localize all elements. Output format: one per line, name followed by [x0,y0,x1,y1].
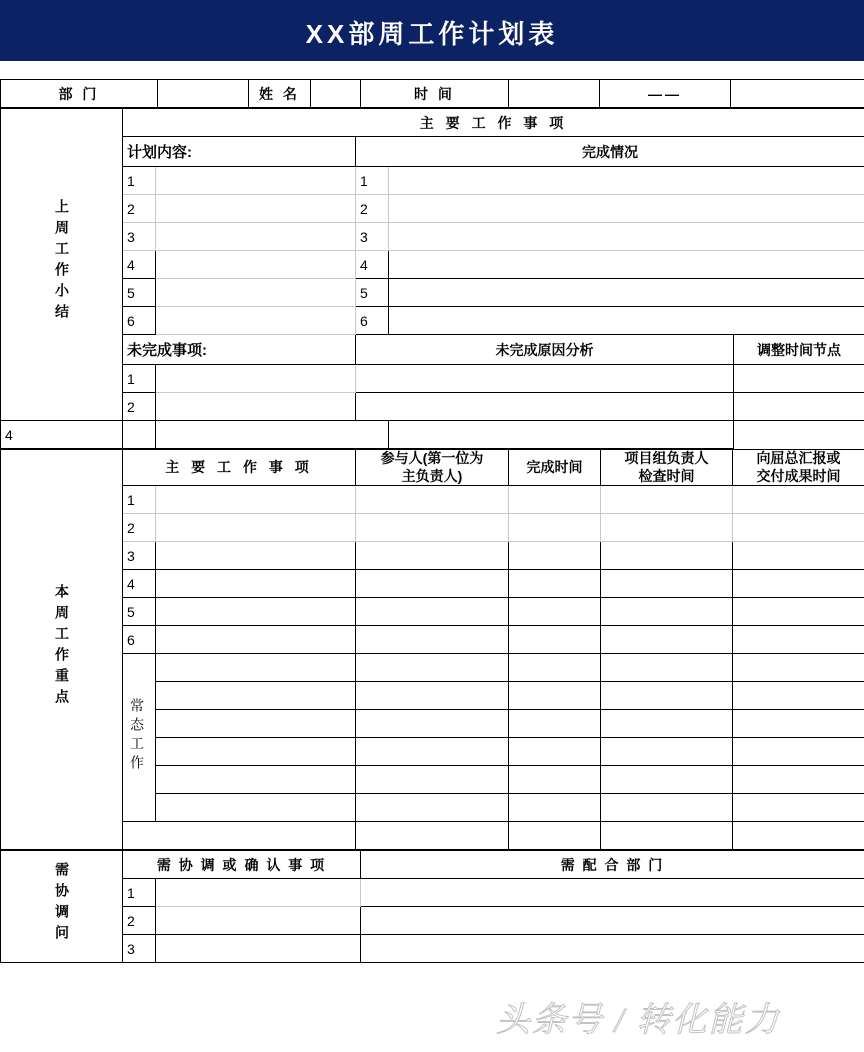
routine-task-participants[interactable] [356,710,509,738]
col-header-participants [356,450,509,486]
coordination-row [1,907,864,935]
coordination-row-dept[interactable] [361,907,864,935]
key-task-report[interactable] [733,570,864,598]
coordination-row-item[interactable] [156,879,361,907]
trailing-value[interactable] [731,80,864,108]
col-header-report [733,450,864,486]
unfinished-row-item[interactable] [156,393,356,421]
coordination-dept-header: 需 配 合 部 门 [361,851,864,879]
routine-task-participants[interactable] [356,766,509,794]
routine-task-content[interactable] [156,738,356,766]
time-value[interactable] [509,80,600,108]
key-task-number: 4 [123,570,156,598]
key-task-report[interactable] [733,486,864,514]
trailing-cell-participants[interactable] [356,822,509,850]
coordination-row-item[interactable] [156,907,361,935]
unfinished-row-reason[interactable] [156,421,389,449]
plan-row [1,195,864,223]
key-task-participants[interactable] [356,542,509,570]
coordination-row-dept[interactable] [361,879,864,907]
plan-row-number: 4 [123,251,156,279]
plan-row-content[interactable] [156,251,356,279]
key-task-row [1,598,864,626]
unfinished-row-adjust[interactable] [389,421,734,449]
status-row-number: 5 [356,279,389,307]
plan-row-number: 5 [123,279,156,307]
trailing-cell-report[interactable] [733,822,864,850]
adjust-time-header: 调整时间节点 [734,335,864,365]
routine-task-participants[interactable] [356,682,509,710]
routine-task-leader-check[interactable] [601,766,733,794]
unfinished-row-number: 1 [123,365,156,393]
participants-line-1: 参与人(第一位为 [380,450,484,466]
coordination-row-dept[interactable] [361,935,864,963]
status-row-content[interactable] [389,251,864,279]
key-task-participants[interactable] [356,486,509,514]
unfinished-row-number: 4 [1,421,123,449]
routine-task-leader-check[interactable] [601,710,733,738]
key-task-finish-time[interactable] [509,626,601,654]
plan-row-number: 2 [123,195,156,223]
leader-check-line-1: 项目组负责人 [624,450,709,466]
key-task-content[interactable] [156,514,356,542]
status-row-number: 4 [356,251,389,279]
status-row-content[interactable] [389,279,864,307]
key-task-finish-time[interactable] [509,514,601,542]
report-line-2: 交付成果时间 [756,467,841,484]
unfinished-row [1,393,864,421]
watermark-text: 头条号 / 转化能力 [496,1002,781,1039]
plan-row-number: 1 [123,167,156,195]
key-task-content[interactable] [156,570,356,598]
coordination-header-row [1,851,864,879]
key-task-row [1,486,864,514]
routine-task-participants[interactable] [356,654,509,682]
routine-task-content[interactable] [156,654,356,682]
routine-task-leader-check[interactable] [601,682,733,710]
last-week-heading-row [1,109,864,137]
unfinished-items-header: 未完成事项: [123,335,356,365]
routine-task-report[interactable] [733,682,864,710]
sidelabel-this-week: 本周工作重点 [1,450,123,850]
dash-value[interactable]: —— [600,80,731,108]
plan-row [1,307,864,335]
plan-row-content[interactable] [156,223,356,251]
unfinished-row-item[interactable] [123,421,156,449]
status-row-number: 3 [356,223,389,251]
col-header-finish-time: 完成时间 [509,450,601,486]
plan-row-content[interactable] [156,195,356,223]
name-label: 姓 名 [249,80,311,108]
key-task-number: 1 [123,486,156,514]
key-task-participants[interactable] [356,626,509,654]
coordination-item-header: 需 协 调 或 确 认 事 项 [123,851,361,879]
plan-row-number: 3 [123,223,156,251]
this-week-focus-table [0,449,864,850]
key-task-finish-time[interactable] [509,570,601,598]
plan-status-header-row [1,137,864,167]
sidelabel-coordination: 需协调问 [1,851,123,963]
key-task-content[interactable] [156,598,356,626]
routine-task-report[interactable] [733,766,864,794]
routine-task-participants[interactable] [356,738,509,766]
unfinished-row-reason[interactable] [356,365,734,393]
trailing-cell-task[interactable] [123,822,356,850]
key-task-number: 5 [123,598,156,626]
key-task-leader-check[interactable] [601,486,733,514]
unfinished-row [1,365,864,393]
routine-task-finish-time[interactable] [509,710,601,738]
plan-content-header: 计划内容: [123,137,356,167]
coordination-row [1,879,864,907]
key-task-leader-check[interactable] [601,542,733,570]
routine-task-content[interactable] [156,766,356,794]
key-task-row [1,542,864,570]
key-task-content[interactable] [156,486,356,514]
info-row [1,80,864,108]
this-week-header-row [1,450,864,486]
key-task-number: 2 [123,514,156,542]
routine-task-leader-check[interactable] [601,738,733,766]
status-row-content[interactable] [389,167,864,195]
sidelabel-last-week: 上周工作小结 [1,109,123,421]
key-task-participants[interactable] [356,570,509,598]
status-row-number: 6 [356,307,389,335]
status-row-number: 1 [356,167,389,195]
last-week-summary-table [0,108,864,449]
coordination-row-number: 3 [123,935,156,963]
coordination-row [1,935,864,963]
col-header-leader-check [601,450,733,486]
page-title: XX部周工作计划表 [305,18,559,49]
name-value[interactable] [311,80,361,108]
key-task-finish-time[interactable] [509,486,601,514]
unfinished-row-reason[interactable] [356,393,734,421]
key-task-number: 6 [123,626,156,654]
dept-value[interactable] [158,80,249,108]
key-task-leader-check[interactable] [601,570,733,598]
key-task-participants[interactable] [356,598,509,626]
plan-row-content[interactable] [156,167,356,195]
routine-task-finish-time[interactable] [509,738,601,766]
col-header-main-work: 主 要 工 作 事 项 [123,450,356,486]
trailing-cell-check[interactable] [601,822,733,850]
key-task-report[interactable] [733,626,864,654]
report-line-1: 向屈总汇报或 [756,450,841,466]
coordination-table [0,850,864,963]
routine-task-report[interactable] [733,794,864,822]
key-task-leader-check[interactable] [601,598,733,626]
key-task-content[interactable] [156,626,356,654]
leader-check-line-2: 检查时间 [638,467,695,484]
key-task-row [1,626,864,654]
participants-line-2: 主负责人) [401,467,463,484]
unfinished-row-item[interactable] [156,365,356,393]
routine-task-report[interactable] [733,710,864,738]
key-task-leader-check[interactable] [601,626,733,654]
key-task-participants[interactable] [356,514,509,542]
status-row-content[interactable] [389,223,864,251]
time-label: 时 间 [361,80,509,108]
key-task-report[interactable] [733,542,864,570]
routine-task-report[interactable] [733,738,864,766]
routine-task-finish-time[interactable] [509,682,601,710]
unfinished-header-row [1,335,864,365]
main-work-items-heading: 主 要 工 作 事 项 [123,109,864,137]
dept-label: 部 门 [1,80,158,108]
routine-work-label: 常态工作 [123,654,156,822]
info-header-table [0,79,864,108]
routine-task-leader-check[interactable] [601,794,733,822]
unfinished-row-number: 2 [123,393,156,421]
key-task-number: 3 [123,542,156,570]
routine-task-finish-time[interactable] [509,766,601,794]
unfinished-row-adjust[interactable] [734,393,864,421]
plan-row-content[interactable] [156,307,356,335]
trailing-cell-finish[interactable] [509,822,601,850]
status-row-content[interactable] [389,307,864,335]
coordination-row-item[interactable] [156,935,361,963]
routine-task-participants[interactable] [356,794,509,822]
unfinished-reason-header: 未完成原因分析 [356,335,734,365]
routine-task-row [1,654,864,682]
status-row-content[interactable] [389,195,864,223]
routine-task-report[interactable] [733,654,864,682]
routine-task-content[interactable] [156,710,356,738]
document-title-bar [0,0,864,61]
key-task-row [1,570,864,598]
this-week-trailing-row [1,822,864,850]
key-task-content[interactable] [156,542,356,570]
key-task-finish-time[interactable] [509,598,601,626]
routine-task-content[interactable] [156,794,356,822]
plan-row-number: 6 [123,307,156,335]
routine-task-finish-time[interactable] [509,654,601,682]
plan-row [1,223,864,251]
routine-task-content[interactable] [156,682,356,710]
key-task-report[interactable] [733,598,864,626]
key-task-finish-time[interactable] [509,542,601,570]
status-row-number: 2 [356,195,389,223]
unfinished-row [1,421,864,449]
routine-task-finish-time[interactable] [509,794,601,822]
title-spacer [0,61,864,79]
completion-status-header: 完成情况 [356,137,864,167]
plan-row [1,279,864,307]
coordination-row-number: 2 [123,907,156,935]
coordination-row-number: 1 [123,879,156,907]
key-task-row [1,514,864,542]
unfinished-row-adjust[interactable] [734,365,864,393]
key-task-report[interactable] [733,514,864,542]
routine-task-leader-check[interactable] [601,654,733,682]
plan-row [1,167,864,195]
plan-row [1,251,864,279]
key-task-leader-check[interactable] [601,514,733,542]
plan-row-content[interactable] [156,279,356,307]
